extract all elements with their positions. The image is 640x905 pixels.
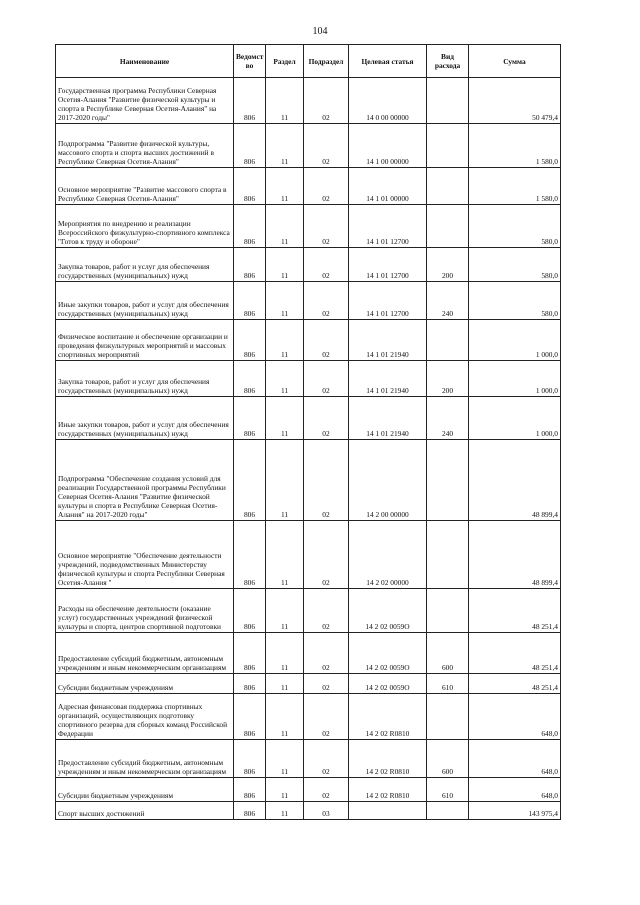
row-name-cell: Субсидии бюджетным учреждениям — [56, 778, 234, 802]
table-body — [56, 78, 561, 820]
table-row — [56, 802, 561, 820]
row-section-cell: 11 — [266, 282, 304, 320]
row-ministry-cell: 806 — [234, 361, 266, 397]
row-subsection-cell: 02 — [304, 282, 349, 320]
row-name-cell: Предоставление субсидий бюджетным, автономным учреждениям и иным некоммерческим организациям — [56, 633, 234, 674]
row-expense-type-cell — [427, 168, 469, 205]
row-target-cell: 14 2 02 0059О — [349, 674, 427, 694]
row-target-cell: 14 2 02 R0810 — [349, 740, 427, 778]
row-amount-cell: 648,0 — [469, 694, 561, 740]
row-ministry-cell: 806 — [234, 205, 266, 248]
row-amount-cell: 48 251,4 — [469, 674, 561, 694]
table-row — [56, 205, 561, 248]
row-ministry-cell: 806 — [234, 282, 266, 320]
row-subsection-cell: 02 — [304, 361, 349, 397]
table-row — [56, 440, 561, 521]
row-section-cell: 11 — [266, 205, 304, 248]
row-subsection-cell: 02 — [304, 694, 349, 740]
row-ministry-cell: 806 — [234, 248, 266, 282]
row-subsection-cell: 02 — [304, 248, 349, 282]
row-subsection-cell: 02 — [304, 320, 349, 361]
header-ministry: Ведомст во — [234, 45, 266, 78]
row-section-cell: 11 — [266, 124, 304, 168]
row-ministry-cell: 806 — [234, 740, 266, 778]
row-subsection-cell: 02 — [304, 589, 349, 633]
row-subsection-cell: 02 — [304, 674, 349, 694]
budget-table — [55, 44, 561, 820]
table-row — [56, 168, 561, 205]
row-section-cell: 11 — [266, 397, 304, 440]
table-row — [56, 694, 561, 740]
row-target-cell: 14 2 02 0059О — [349, 589, 427, 633]
table-row — [56, 674, 561, 694]
row-expense-type-cell: 240 — [427, 282, 469, 320]
row-subsection-cell: 02 — [304, 521, 349, 589]
row-target-cell: 14 1 01 12700 — [349, 282, 427, 320]
table-row — [56, 282, 561, 320]
row-subsection-cell: 02 — [304, 78, 349, 124]
row-target-cell: 14 0 00 00000 — [349, 78, 427, 124]
table-row — [56, 248, 561, 282]
row-target-cell: 14 2 02 R0810 — [349, 778, 427, 802]
row-expense-type-cell — [427, 78, 469, 124]
row-expense-type-cell — [427, 320, 469, 361]
row-expense-type-cell: 610 — [427, 674, 469, 694]
row-section-cell: 11 — [266, 521, 304, 589]
row-target-cell: 14 1 00 00000 — [349, 124, 427, 168]
row-ministry-cell: 806 — [234, 674, 266, 694]
row-section-cell: 11 — [266, 589, 304, 633]
row-section-cell: 11 — [266, 633, 304, 674]
row-amount-cell: 580,0 — [469, 205, 561, 248]
row-target-cell: 14 1 01 21940 — [349, 397, 427, 440]
row-ministry-cell: 806 — [234, 589, 266, 633]
row-section-cell: 11 — [266, 694, 304, 740]
header-expense-type: Вид расхода — [427, 45, 469, 78]
row-expense-type-cell — [427, 205, 469, 248]
row-amount-cell: 48 899,4 — [469, 440, 561, 521]
row-amount-cell: 1 000,0 — [469, 361, 561, 397]
row-expense-type-cell: 610 — [427, 778, 469, 802]
table-row — [56, 397, 561, 440]
row-amount-cell: 580,0 — [469, 282, 561, 320]
table-row — [56, 740, 561, 778]
row-subsection-cell: 02 — [304, 440, 349, 521]
row-expense-type-cell: 600 — [427, 633, 469, 674]
row-subsection-cell: 02 — [304, 778, 349, 802]
row-expense-type-cell — [427, 589, 469, 633]
row-subsection-cell: 02 — [304, 205, 349, 248]
row-amount-cell: 50 479,4 — [469, 78, 561, 124]
row-amount-cell: 1 000,0 — [469, 397, 561, 440]
row-name-cell: Подпрограмма "Развитие физической культуры, массового спорта и спорта высших достижений в Республике Северная Осетия-Алания" — [56, 124, 234, 168]
row-amount-cell: 143 975,4 — [469, 802, 561, 820]
table-row — [56, 633, 561, 674]
row-ministry-cell: 806 — [234, 802, 266, 820]
header-section: Раздел — [266, 45, 304, 78]
row-subsection-cell: 02 — [304, 168, 349, 205]
page-number: 104 — [312, 26, 328, 37]
row-name-cell: Закупка товаров, работ и услуг для обеспечения государственных (муниципальных) нужд — [56, 361, 234, 397]
table-row — [56, 320, 561, 361]
row-section-cell: 11 — [266, 740, 304, 778]
row-name-cell: Основное мероприятие "Обеспечение деятельности учреждений, подведомственных Министерству физической культуры и спорта Республики Северная Осетия-Алания " — [56, 521, 234, 589]
row-section-cell: 11 — [266, 320, 304, 361]
row-target-cell: 14 1 01 12700 — [349, 248, 427, 282]
row-ministry-cell: 806 — [234, 440, 266, 521]
row-section-cell: 11 — [266, 168, 304, 205]
row-amount-cell: 1 580,0 — [469, 124, 561, 168]
row-target-cell: 14 2 02 0059О — [349, 633, 427, 674]
row-target-cell: 14 2 02 R0810 — [349, 694, 427, 740]
row-subsection-cell: 02 — [304, 740, 349, 778]
row-ministry-cell: 806 — [234, 397, 266, 440]
row-expense-type-cell — [427, 124, 469, 168]
table-row — [56, 124, 561, 168]
row-expense-type-cell: 200 — [427, 248, 469, 282]
row-section-cell: 11 — [266, 361, 304, 397]
table-row — [56, 589, 561, 633]
row-target-cell: 14 1 01 21940 — [349, 320, 427, 361]
row-target-cell: 14 2 00 00000 — [349, 440, 427, 521]
row-expense-type-cell: 200 — [427, 361, 469, 397]
row-target-cell: 14 1 01 00000 — [349, 168, 427, 205]
row-section-cell: 11 — [266, 78, 304, 124]
row-target-cell: 14 2 02 00000 — [349, 521, 427, 589]
row-ministry-cell: 806 — [234, 168, 266, 205]
row-subsection-cell: 02 — [304, 124, 349, 168]
row-expense-type-cell — [427, 440, 469, 521]
row-target-cell: 14 1 01 12700 — [349, 205, 427, 248]
row-name-cell: Закупка товаров, работ и услуг для обеспечения государственных (муниципальных) нужд — [56, 248, 234, 282]
row-ministry-cell: 806 — [234, 124, 266, 168]
row-amount-cell: 48 251,4 — [469, 589, 561, 633]
row-ministry-cell: 806 — [234, 78, 266, 124]
row-ministry-cell: 806 — [234, 633, 266, 674]
header-name: Наименование — [56, 45, 234, 78]
header-target: Целевая статья — [349, 45, 427, 78]
header-amount: Сумма — [469, 45, 561, 78]
row-expense-type-cell — [427, 521, 469, 589]
row-name-cell: Предоставление субсидий бюджетным, автономным учреждениям и иным некоммерческим организациям — [56, 740, 234, 778]
row-subsection-cell: 03 — [304, 802, 349, 820]
row-name-cell: Субсидии бюджетным учреждениям — [56, 674, 234, 694]
row-amount-cell: 648,0 — [469, 778, 561, 802]
row-name-cell: Иные закупки товаров, работ и услуг для обеспечения государственных (муниципальных) нужд — [56, 282, 234, 320]
row-section-cell: 11 — [266, 248, 304, 282]
table-row — [56, 78, 561, 124]
table-row — [56, 361, 561, 397]
row-name-cell: Иные закупки товаров, работ и услуг для обеспечения государственных (муниципальных) нужд — [56, 397, 234, 440]
row-ministry-cell: 806 — [234, 778, 266, 802]
row-target-cell — [349, 802, 427, 820]
row-expense-type-cell: 600 — [427, 740, 469, 778]
row-name-cell: Расходы на обеспечение деятельности (оказание услуг) государственных учреждений физической культуры и спорта, центров спортивной подготовки — [56, 589, 234, 633]
row-ministry-cell: 806 — [234, 320, 266, 361]
row-subsection-cell: 02 — [304, 397, 349, 440]
row-ministry-cell: 806 — [234, 521, 266, 589]
row-ministry-cell: 806 — [234, 694, 266, 740]
row-amount-cell: 580,0 — [469, 248, 561, 282]
row-name-cell: Государственная программа Республики Северная Осетия-Алания "Развитие физической культуры и спорта в Республике Северная Осетия-Алания" на 2017-2020 годы" — [56, 78, 234, 124]
row-section-cell: 11 — [266, 802, 304, 820]
table-row — [56, 521, 561, 589]
row-subsection-cell: 02 — [304, 633, 349, 674]
row-name-cell: Подпрограмма "Обеспечение создания условий для реализации Государственной программы Республики Северная Осетия-Алания "Развитие физической культуры и спорта в Республике Северная Осетия-Алания" на 2017-2020 годы" — [56, 440, 234, 521]
row-expense-type-cell — [427, 802, 469, 820]
row-section-cell: 11 — [266, 778, 304, 802]
row-name-cell: Спорт высших достижений — [56, 802, 234, 820]
table-header-row — [56, 45, 561, 78]
row-name-cell: Мероприятия по внедрению и реализации Всероссийского физкультурно-спортивного комплекса "Готов к труду и обороне" — [56, 205, 234, 248]
row-name-cell: Физическое воспитание и обеспечение организации и проведения физкультурных мероприятий и массовых спортивных мероприятий — [56, 320, 234, 361]
row-amount-cell: 648,0 — [469, 740, 561, 778]
row-amount-cell: 1 000,0 — [469, 320, 561, 361]
row-amount-cell: 48 899,4 — [469, 521, 561, 589]
row-amount-cell: 1 580,0 — [469, 168, 561, 205]
row-section-cell: 11 — [266, 440, 304, 521]
row-target-cell: 14 1 01 21940 — [349, 361, 427, 397]
row-name-cell: Основное мероприятие "Развитие массового спорта в Республике Северная Осетия-Алания" — [56, 168, 234, 205]
row-section-cell: 11 — [266, 674, 304, 694]
row-expense-type-cell — [427, 694, 469, 740]
row-expense-type-cell: 240 — [427, 397, 469, 440]
row-amount-cell: 48 251,4 — [469, 633, 561, 674]
header-subsection: Подраздел — [304, 45, 349, 78]
row-name-cell: Адресная финансовая поддержка спортивных организаций, осуществляющих подготовку спортивного резерва для сборных команд Российской Федерации — [56, 694, 234, 740]
table-row — [56, 778, 561, 802]
